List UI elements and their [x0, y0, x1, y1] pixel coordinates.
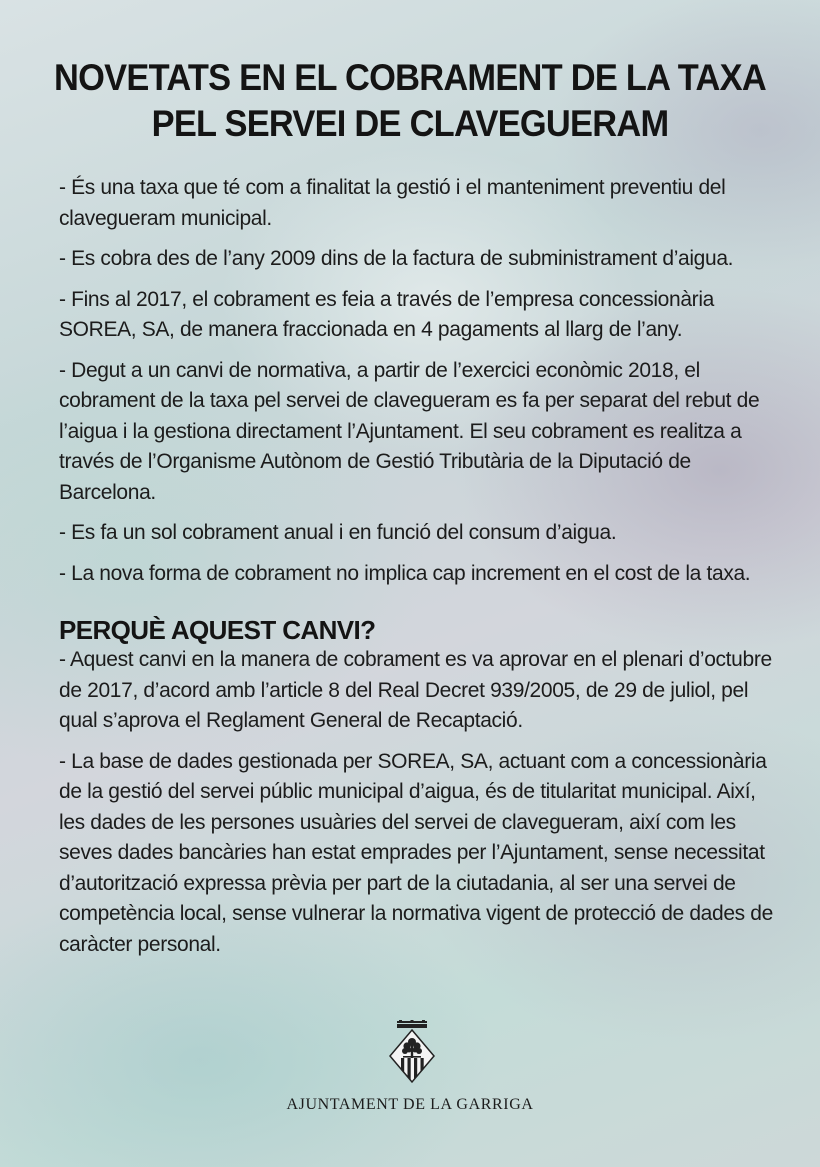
page-title: [47, 55, 772, 147]
organization-name: AJUNTAMENT DE LA GARRIGA: [286, 1096, 534, 1113]
municipal-coat-of-arms-icon: [389, 1020, 435, 1084]
section-paragraph-1: - Aquest canvi en la manera de cobrament es va aprovar en el plenari d’octubre de 2017, d’acord amb l’article 8 del Real Decret 939/2005, de 29 de juliol, pel qual s’aprova el Reglament General de Recaptació.: [59, 648, 772, 732]
section-paragraph-2: - La base de dades gestionada per SOREA, SA, actuant com a concessionària de la gestió del servei públic municipal d’aigua, és de titularitat municipal. Així, les dades de les persones usuàries del servei de clavegueram, així com les seves dades bancàries han estat emprades per l’Ajuntament, sense necessitat d’autorització expressa prèvia per part de la ciutadania, al ser una servei de competència local, sense vulnerar la normativa vigent de protecció de dades de caràcter personal.: [59, 749, 773, 956]
paragraph-4: - Degut a un canvi de normativa, a partir de l’exercici econòmic 2018, el cobrament de la taxa pel servei de clavegueram es fa per separat del rebut de l’aigua i la gestiona directament l’Ajuntament. El seu cobrament es realitza a través de l’Organisme Autònom de Gestió Tributària de la Diputació de Barcelona.: [59, 358, 760, 504]
paragraph-6: - La nova forma de cobrament no implica cap increment en el cost de la taxa.: [59, 561, 751, 585]
main-content: [59, 173, 779, 970]
paragraph-2: - Es cobra des de l’any 2009 dins de la factura de subministrament d’aigua.: [59, 247, 734, 270]
paragraph-5: - Es fa un sol cobrament anual i en funció del consum d’aigua.: [59, 521, 617, 544]
section-heading: PERQUÈ AQUEST CANVI?: [59, 615, 376, 645]
title-line-1: NOVETATS EN EL COBRAMENT DE LA TAXA: [54, 57, 766, 98]
paragraph-1: - És una taxa que té com a finalitat la gestió i el manteniment preventiu del clavegueram municipal.: [59, 176, 726, 230]
title-line-2: PEL SERVEI DE CLAVEGUERAM: [151, 103, 669, 144]
paragraph-3: - Fins al 2017, el cobrament es feia a través de l’empresa concessionària SOREA, SA, de manera fraccionada en 4 pagaments al llarg de l’any.: [59, 287, 714, 341]
